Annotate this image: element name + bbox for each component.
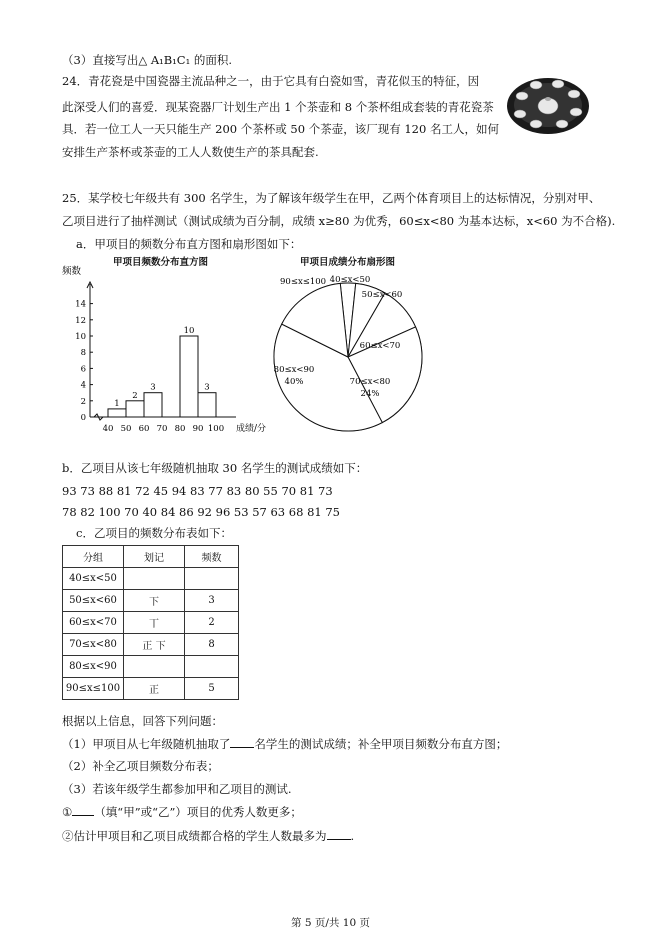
cell-frequency: 3: [185, 590, 239, 612]
cell-frequency: 2: [185, 612, 239, 634]
q24-line3: 具．若一位工人一天只能生产 200 个茶杯或 50 个茶壶，该厂现有 120 名工人，如何: [62, 122, 499, 136]
cell-group: 40≤x<50: [63, 568, 124, 590]
header-group: 分组: [63, 546, 124, 568]
q25-q3b: [62, 827, 354, 844]
header-frequency: 频数: [185, 546, 239, 568]
pie-slice-percent: 24%: [360, 389, 380, 399]
cell-group: 70≤x<80: [63, 634, 124, 656]
x-tick-label: 90: [192, 424, 204, 434]
q25-line1: 25．某学校七年级共有 300 名学生，为了解该年级学生在甲，乙两个体育项目上的达标情况，分别对甲、: [62, 191, 601, 205]
cell-frequency: [185, 568, 239, 590]
q24-line4: 安排生产茶杯或茶壶的工人人数使生产的茶具配套.: [62, 145, 319, 159]
cell-tally: 正: [124, 678, 185, 700]
pie-slice-label: 80≤x<90: [273, 365, 315, 375]
y-tick-label: 14: [75, 299, 86, 310]
q3b-text-post: .: [350, 829, 355, 843]
cell-group: 60≤x<70: [63, 612, 124, 634]
y-tick-label: 4: [80, 380, 86, 391]
scores-line2: 78 82 100 70 40 84 86 92 96 53 57 63 68 81 75: [62, 505, 340, 519]
q24-line1: 24．青花瓷是中国瓷器主流品种之一，由于它具有白瓷如雪，青花似玉的特征，因: [62, 74, 480, 88]
histogram-bar: [108, 409, 126, 417]
y-tick-label: 12: [75, 315, 86, 326]
cell-frequency: [185, 656, 239, 678]
q25-q1: [62, 735, 507, 752]
q3a-text-post: （填“甲”或“乙”）项目的优秀人数更多；: [94, 805, 302, 819]
q3a-answer-blank[interactable]: [72, 803, 94, 816]
cell-tally: 下: [124, 590, 185, 612]
pie-chart: [270, 262, 430, 442]
cell-group: 50≤x<60: [63, 590, 124, 612]
q24-line2: 此深受人们的喜爱．现某瓷器厂计划生产出 1 个茶壶和 8 个茶杯组成套装的青花瓷茶: [62, 100, 494, 114]
x-axis-label: 成绩/分: [236, 424, 267, 434]
q25-part-c: c．乙项目的频数分布表如下：: [76, 526, 232, 540]
histogram-chart: [58, 262, 278, 442]
table-row: [63, 634, 239, 656]
cell-tally: [124, 568, 185, 590]
q1-answer-blank[interactable]: [230, 735, 254, 748]
page-footer: 第 5 页/共 10 页: [291, 917, 370, 929]
cell-group: 80≤x<90: [63, 656, 124, 678]
pie-title: 甲项目成绩分布扇形图: [300, 257, 396, 268]
x-tick-label: 40: [102, 424, 114, 434]
pie-slice-percent: 40%: [284, 377, 304, 387]
q3b-answer-blank[interactable]: [327, 827, 351, 840]
pie-slice-label: 50≤x<60: [361, 290, 403, 300]
q23-part3: （3）直接写出△ A₁B₁C₁ 的面积.: [62, 53, 233, 67]
pie-slice-label: 60≤x<70: [359, 341, 401, 351]
y-tick-label: 6: [80, 364, 86, 375]
pie-slice-label: 70≤x<80: [349, 377, 391, 387]
cell-tally: [124, 656, 185, 678]
cell-tally: 丅: [124, 612, 185, 634]
q25-q3: （3）若该年级学生都参加甲和乙项目的测试.: [62, 782, 292, 796]
bar-data-label: 3: [150, 382, 156, 393]
q25-q3a: [62, 803, 302, 820]
y-tick-label: 2: [80, 396, 86, 407]
q25-part-a: a．甲项目的频数分布直方图和扇形图如下：: [76, 237, 302, 251]
q25-part-b: b．乙项目从该七年级随机抽取 30 名学生的测试成绩如下：: [62, 461, 368, 475]
pie-slice-label: 90≤x≤100: [280, 277, 327, 287]
q3b-text-pre: ②估计甲项目和乙项目成绩都合格的学生人数最多为: [62, 829, 327, 843]
cell-tally: 正 下: [124, 634, 185, 656]
x-tick-label: 50: [120, 424, 132, 434]
q1-text-post: 名学生的测试成绩；补全甲项目频数分布直方图；: [254, 737, 508, 751]
table-row: [63, 612, 239, 634]
q25-line2: 乙项目进行了抽样测试（测试成绩为百分制，成绩 x≥80 为优秀，60≤x<80 为基本达标，x<60 为不合格).: [62, 214, 616, 228]
q1-text-pre: （1）甲项目从七年级随机抽取了: [62, 737, 231, 751]
cell-group: 90≤x≤100: [63, 678, 124, 700]
histogram-title: 甲项目频数分布直方图: [113, 257, 209, 268]
header-tally: 划记: [124, 546, 185, 568]
bar-data-label: 1: [114, 398, 120, 409]
pie-slice-label: 40≤x<50: [329, 275, 371, 285]
bar-data-label: 10: [183, 326, 195, 336]
q3a-text-pre: ①: [62, 805, 73, 819]
y-tick-label: 10: [75, 332, 86, 342]
scores-line1: 93 73 88 81 72 45 94 83 77 83 80 55 70 81 73: [62, 484, 333, 498]
histogram-bar: [198, 393, 216, 417]
y-axis-label: 频数: [62, 266, 82, 277]
table-row: [63, 568, 239, 590]
q25-q2: （2）补全乙项目频数分布表；: [62, 759, 219, 773]
tea-set-image: [506, 70, 590, 136]
table-header-row: [63, 546, 239, 568]
histogram-bar: [144, 393, 162, 417]
x-tick-label: 100: [207, 424, 225, 434]
x-tick-label: 80: [174, 424, 186, 434]
bar-data-label: 2: [132, 390, 138, 401]
cell-frequency: 5: [185, 678, 239, 700]
y-tick-label: 0: [80, 413, 86, 423]
histogram-bar: [126, 401, 144, 417]
table-row: [63, 678, 239, 700]
x-tick-label: 60: [138, 424, 150, 434]
table-row: [63, 590, 239, 612]
q25-intro: 根据以上信息，回答下列问题：: [62, 714, 223, 728]
frequency-table: [62, 545, 239, 700]
histogram-bar: [180, 336, 198, 417]
bar-data-label: 3: [204, 382, 210, 393]
y-tick-label: 8: [80, 348, 86, 359]
x-tick-label: 70: [156, 424, 168, 434]
cell-frequency: 8: [185, 634, 239, 656]
table-row: [63, 656, 239, 678]
